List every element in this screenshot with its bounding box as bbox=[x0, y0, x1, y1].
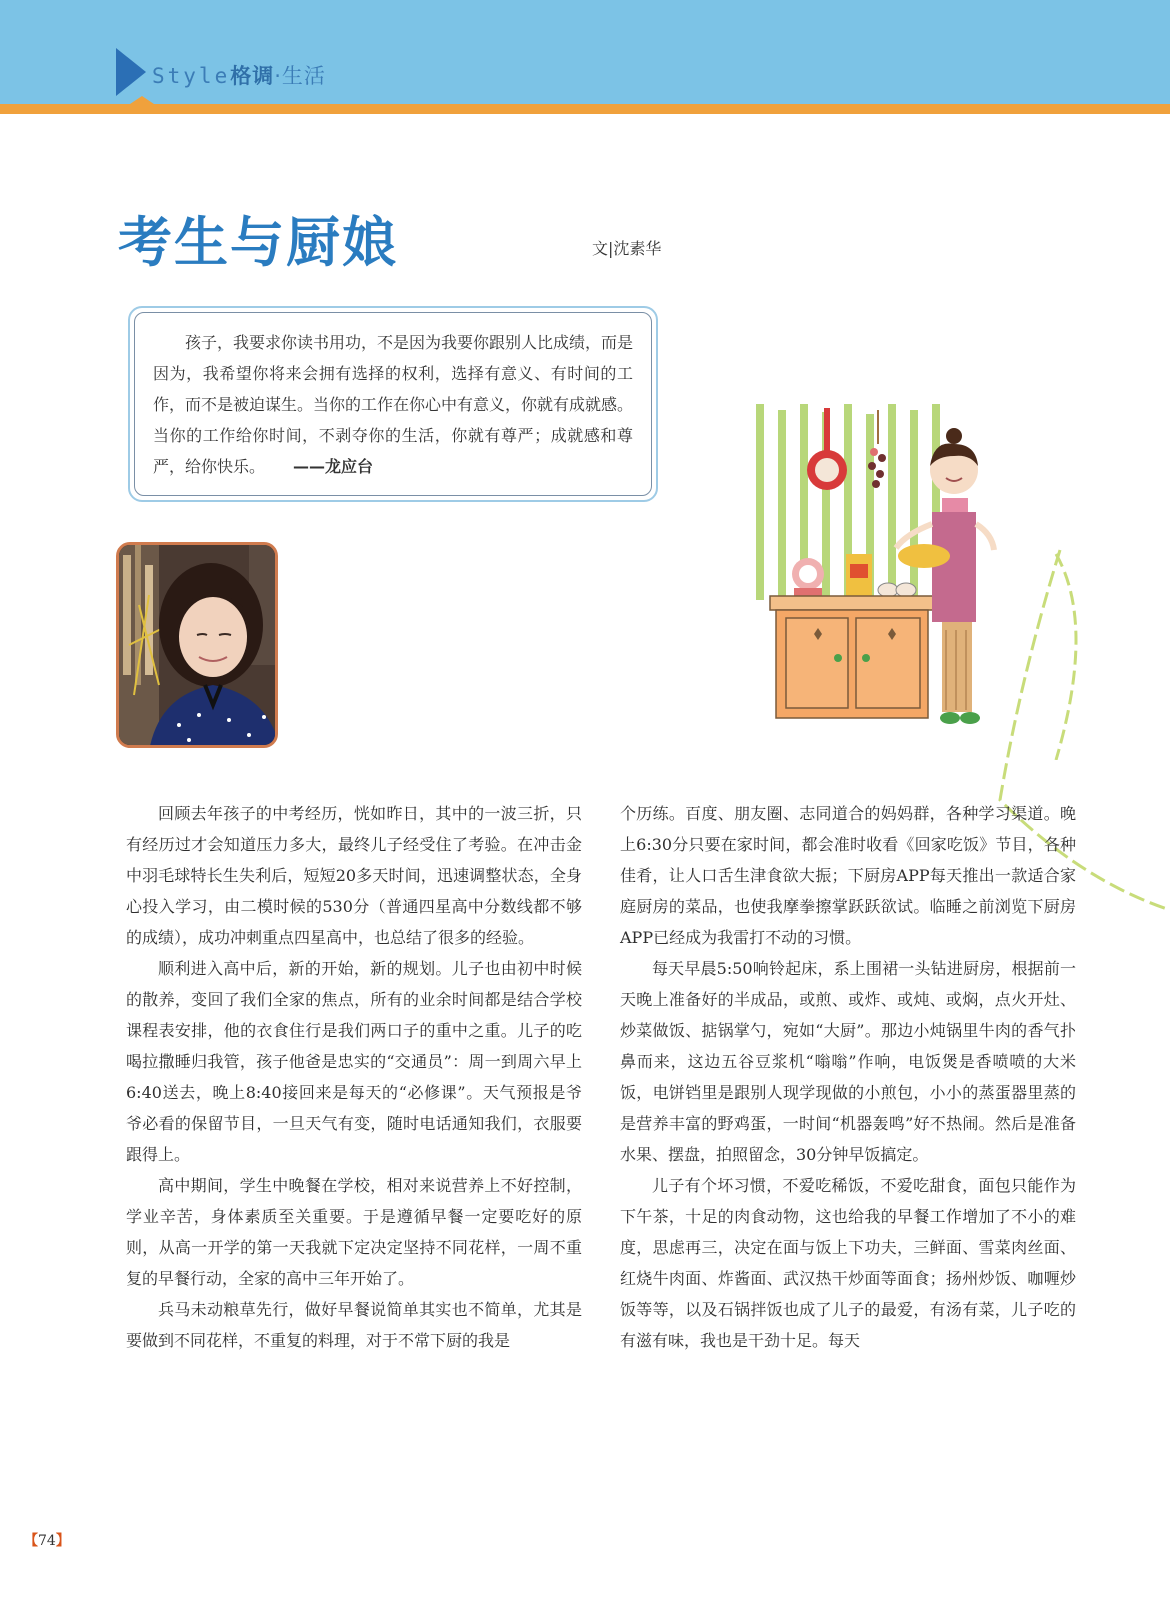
page-number bbox=[24, 1530, 70, 1550]
paragraph: 个历练。百度、朋友圈、志同道合的妈妈群，各种学习渠道。晚上6:30分只要在家时间，都会准时收看《回家吃饭》节目，各种佳肴，让人口舌生津食欲大振；下厨房APP每天推出一款适合家庭厨房的菜品，也使我摩拳擦掌跃跃欲试。临睡之前浏览下厨房APP已经成为我雷打不动的习惯。 bbox=[620, 804, 1076, 947]
body-column-right bbox=[620, 798, 1076, 1356]
quote-inner bbox=[134, 312, 652, 496]
paragraph: 顺利进入高中后，新的开始，新的规划。儿子也由初中时候的散养，变回了我们全家的焦点，所有的业余时间都是结合学校课程表安排，他的衣食住行是我们两口子的重中之重。儿子的吃喝拉撒睡归我管，孩子他爸是忠实的“交通员”：周一到周六早上6:40送去，晚上8:40接回来是每天的“必修课”。天气预报是爷爷必看的保留节目，一旦天气有变，随时电话通知我们，衣服要跟得上。 bbox=[126, 959, 582, 1164]
section-separator: · bbox=[274, 64, 282, 88]
author-photo bbox=[116, 542, 278, 748]
section-label-zh: 格调 bbox=[230, 64, 275, 88]
quote-text: 孩子，我要求你读书用功，不是因为我要你跟别人比成绩，而是因为，我希望你将来会拥有选择的权利，选择有意义、有时间的工作，而不是被迫谋生。当你的工作在你心中有意义，你就有成就感。当你的工作给你时间，不剥夺你的生活，你就有尊严；成就感和尊严，给你快乐。 bbox=[153, 333, 634, 476]
page-bracket-right: 】 bbox=[55, 1533, 70, 1549]
header-orange-stripe bbox=[0, 104, 1170, 114]
frying-pan-icon bbox=[807, 408, 847, 490]
section-name: 生活 bbox=[281, 64, 326, 88]
quote-author: ——龙应台 bbox=[293, 457, 374, 476]
paragraph: 儿子有个坏习惯，不爱吃稀饭，不爱吃甜食，面包只能作为下午茶，十足的肉食动物，这也给我的早餐工作增加了不小的难度，思虑再三，决定在面与饭上下功夫，三鲜面、雪菜肉丝面、红烧牛肉面、炸酱面、武汉热干炒面等面食；扬州炒饭、咖喱炒饭等等，以及石锅拌饭也成了儿子的最爱，有汤有菜，儿子吃的有滋有味，我也是干劲十足。每天 bbox=[620, 1176, 1076, 1350]
kitchen-cabinet-icon bbox=[770, 596, 934, 718]
paragraph: 兵马未动粮草先行，做好早餐说简单其实也不简单，尤其是要做到不同花样，不重复的料理，对于不常下厨的我是 bbox=[126, 1300, 582, 1350]
article-author: 文|沈素华 bbox=[592, 239, 662, 258]
section-label-en: Style bbox=[152, 64, 231, 88]
author-portrait-image bbox=[119, 545, 278, 748]
article-title: 考生与厨娘 bbox=[118, 211, 398, 274]
quote-box bbox=[128, 306, 658, 502]
body-column-left bbox=[126, 798, 582, 1356]
section-label bbox=[152, 60, 326, 90]
paragraph: 高中期间，学生中晚餐在学校，相对来说营养上不好控制，学业辛苦，身体素质至关重要。于是遵循早餐一定要吃好的原则，从高一开学的第一天我就下定决定坚持不同花样，一周不重复的早餐行动，全家的高中三年开始了。 bbox=[126, 1176, 582, 1288]
section-arrow-icon bbox=[116, 48, 146, 96]
page-number-value: 74 bbox=[38, 1533, 56, 1549]
paragraph: 回顾去年孩子的中考经历，恍如昨日，其中的一波三折，只有经历过才会知道压力多大，最终儿子经受住了考验。在冲击金中羽毛球特长生失利后，短短20多天时间，迅速调整状态，全身心投入学习，由二模时候的530分（普通四星高中分数线都不够的成绩），成功冲刺重点四星高中，也总结了很多的经验。 bbox=[126, 804, 582, 947]
page-bracket-left: 【 bbox=[24, 1533, 38, 1549]
paragraph: 每天早晨5:50响铃起床，系上围裙一头钻进厨房，根据前一天晚上准备好的半成品，或煎、或炸、或炖、或焖，点火开灶、炒菜做饭、掂锅掌勺，宛如“大厨”。那边小炖锅里牛肉的香气扑鼻而来，这边五谷豆浆机“嗡嗡”作响，电饭煲是香喷喷的大米饭，电饼铛里是跟别人现学现做的小煎包，小小的蒸蛋器里蒸的是营养丰富的野鸡蛋，一时间“机器轰鸣”好不热闹。然后是准备水果、摆盘，拍照留念，30分钟早饭搞定。 bbox=[620, 959, 1076, 1164]
header-notch bbox=[124, 96, 160, 108]
counter-items-icon bbox=[792, 554, 916, 597]
